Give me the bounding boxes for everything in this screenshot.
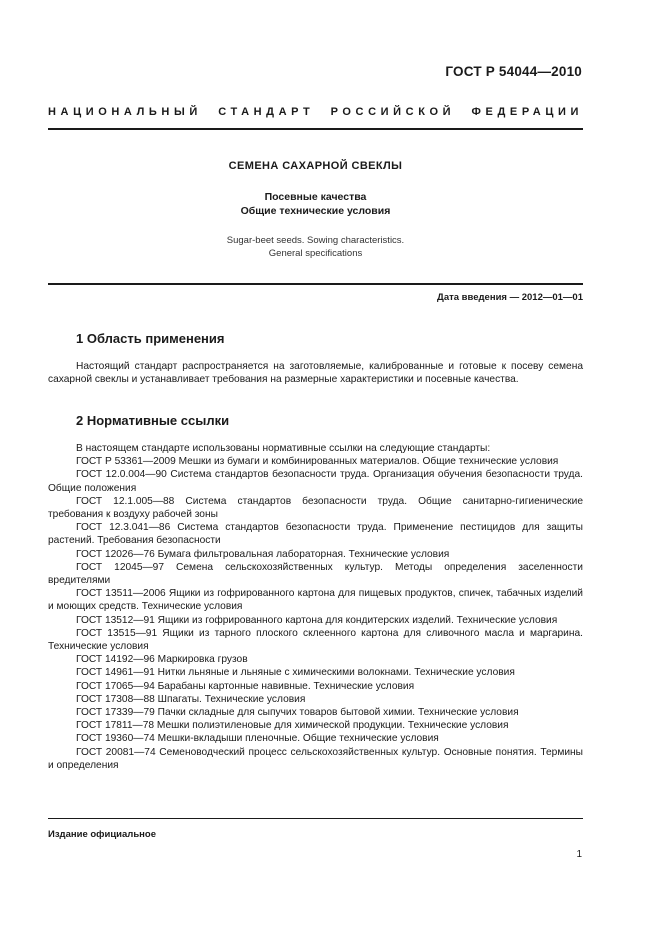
reference-item: ГОСТ 12.1.005—88 Система стандартов безопасности труда. Общие санитарно-гигиенические требования к воздуху рабочей зоны: [48, 495, 583, 521]
page-number: 1: [576, 849, 582, 860]
footer-rule: [48, 818, 583, 819]
reference-item: ГОСТ 17308—88 Шпагаты. Технические условия: [76, 693, 306, 705]
reference-item: ГОСТ Р 53361—2009 Мешки из бумаги и комбинированных материалов. Общие технические условия: [76, 456, 559, 468]
english-title-1: Sugar-beet seeds. Sowing characteristics.: [226, 235, 405, 246]
document-title: СЕМЕНА САХАРНОЙ СВЕКЛЫ: [228, 160, 403, 172]
document-code: ГОСТ Р 54044—2010: [445, 64, 582, 79]
document-subtitle-2: Общие технические условия: [240, 205, 391, 217]
section-1-heading: 1 Область применения: [76, 331, 225, 346]
official-edition-label: Издание официальное: [48, 829, 156, 840]
document-subtitle-1: Посевные качества: [264, 191, 367, 203]
reference-item: ГОСТ 20081—74 Семеноводческий процесс сельскохозяйственных культур. Основные понятия. Термины и определения: [48, 746, 583, 771]
reference-item: ГОСТ 13515—91 Ящики из тарного плоского склеенного картона для сливочного масла и маргарина. Технические условия: [48, 627, 583, 653]
reference-item: ГОСТ 12.0.004—90 Система стандартов безопасности труда. Организация обучения безопасности труда. Общие положения: [48, 469, 583, 494]
reference-item: ГОСТ 17811—78 Мешки полиэтиленовые для химической продукции. Технические условия: [76, 720, 509, 732]
introduction-date: Дата введения — 2012—01—01: [437, 292, 583, 303]
reference-item: ГОСТ 13512—91 Ящики из гофрированного картона для кондитерских изделий. Технические условия: [76, 614, 558, 626]
reference-item: ГОСТ 14192—96 Маркировка грузов: [76, 654, 248, 666]
reference-item: ГОСТ 19360—74 Мешки-вкладыши пленочные. Общие технические условия: [76, 733, 439, 745]
reference-item: ГОСТ 12045—97 Семена сельскохозяйственных культур. Методы определения заселенности вредителями: [48, 561, 583, 587]
reference-item: ГОСТ 14961—91 Нитки льняные и льняные с химическими волокнами. Технические условия: [76, 667, 515, 679]
section-2-heading: 2 Нормативные ссылки: [76, 413, 230, 428]
reference-item: ГОСТ 17339—79 Пачки складные для сыпучих товаров бытовой химии. Технические условия: [76, 707, 519, 719]
reference-item: ГОСТ 13511—2006 Ящики из гофрированного картона для пищевых продуктов, спичек, табачных изделий и моющих средств. Технические условия: [48, 588, 583, 613]
reference-item: ГОСТ 17065—94 Барабаны картонные навивные. Технические условия: [76, 680, 415, 692]
reference-item: ГОСТ 12.3.041—86 Система стандартов безопасности труда. Применение пестицидов для защиты растений. Требования безопасности: [48, 522, 583, 547]
references-intro: В настоящем стандарте использованы нормативные ссылки на следующие стандарты:: [76, 443, 491, 454]
header-rule: [48, 128, 583, 130]
title-rule: [48, 283, 583, 285]
reference-item: ГОСТ 12026—76 Бумага фильтровальная лабораторная. Технические условия: [76, 548, 450, 560]
section-1-text: Настоящий стандарт распространяется на заготовляемые, калиброванные и готовые к посеву семена сахарной свеклы и устанавливает требования на размерные характеристики и посевные качества.: [48, 361, 583, 386]
english-title-2: General specifications: [268, 248, 363, 259]
national-standard-title: НАЦИОНАЛЬНЫЙ СТАНДАРТ РОССИЙСКОЙ ФЕДЕРАЦИИ: [48, 106, 583, 118]
references-list: [48, 442, 583, 772]
